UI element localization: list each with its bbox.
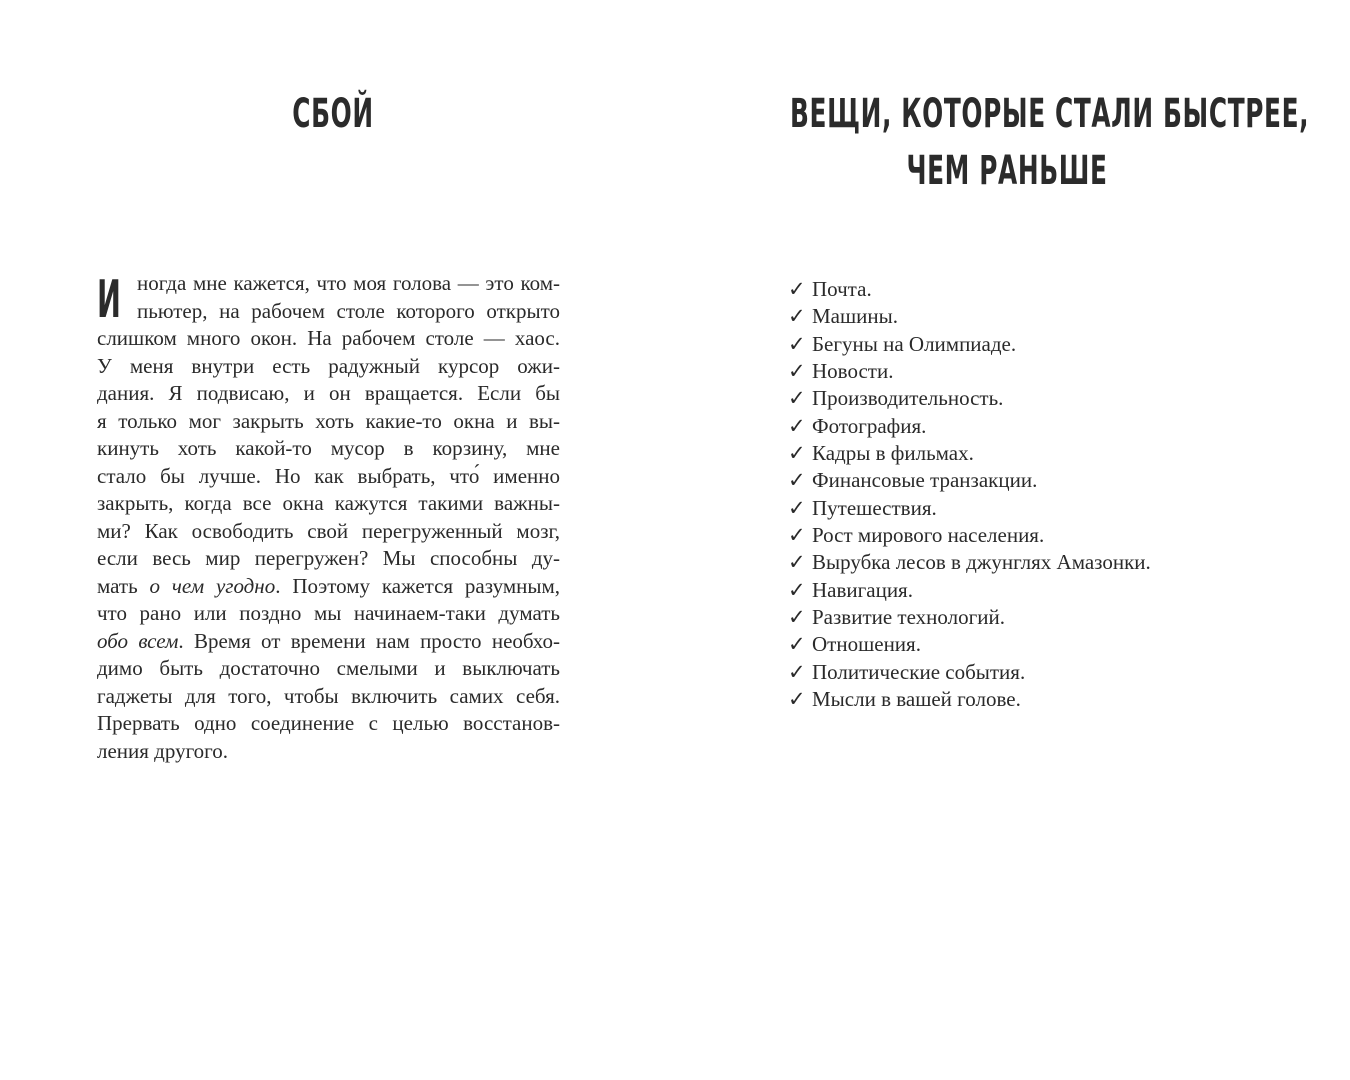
list-item-text: Производительность. — [812, 386, 1004, 411]
checkmark-icon: ✓ — [788, 550, 806, 575]
list-item-text: Путешествия. — [812, 495, 937, 520]
text-line: гаджеты для того, чтобы включить самих себя. — [97, 683, 560, 708]
list-item — [788, 686, 1151, 713]
list-item-text: Рост мирового населения. — [812, 523, 1045, 548]
text-line: ления другого. — [97, 738, 229, 763]
list-item-text: Кадры в фильмах. — [812, 441, 974, 466]
list-item — [788, 495, 1151, 522]
text-line: ногда мне кажется, что моя голова — это ком- — [137, 271, 560, 295]
checkmark-icon: ✓ — [788, 687, 806, 712]
checkmark-icon: ✓ — [788, 304, 806, 329]
checkmark-icon: ✓ — [788, 413, 806, 438]
checkmark-icon: ✓ — [788, 277, 806, 301]
text-line: что рано или поздно мы начинаем-таки думать — [97, 601, 560, 625]
right-title-line-2: ЧЕМ РАНЬШЕ — [906, 148, 1108, 194]
list-item — [788, 549, 1151, 576]
list-item — [788, 522, 1151, 549]
list-item — [788, 577, 1151, 604]
text-line: стало бы лучше. Но как выбрать, что́ именно — [97, 463, 560, 488]
checkmark-icon: ✓ — [788, 441, 806, 466]
checklist — [788, 276, 1151, 714]
list-item-text: Политические события. — [812, 659, 1026, 684]
list-item — [788, 331, 1151, 358]
text-fragment: . Поэтому кажется разумным, — [275, 573, 560, 598]
text-fragment: . Время от времени нам просто необхо- — [178, 628, 560, 653]
right-title-line-1: ВЕЩИ, КОТОРЫЕ СТАЛИ БЫСТРЕЕ, — [790, 91, 1310, 137]
list-item — [788, 631, 1151, 658]
text-line: я только мог закрыть хоть какие-то окна и вы- — [97, 408, 560, 433]
text-line: кинуть хоть какой-то мусор в корзину, мне — [97, 436, 560, 460]
list-item-text: Почта. — [812, 277, 872, 301]
text-line: ми? Как освободить свой перегруженный мозг, — [97, 518, 560, 543]
list-item — [788, 659, 1151, 686]
list-item-text: Мысли в вашей голове. — [812, 687, 1021, 712]
list-item-text: Новости. — [812, 359, 894, 384]
list-item-text: Отношения. — [812, 632, 921, 657]
list-item — [788, 604, 1151, 631]
left-page-title: СБОЙ — [292, 91, 374, 137]
text-fragment: мать — [97, 573, 150, 598]
list-item-text: Вырубка лесов в джунглях Амазонки. — [812, 550, 1151, 575]
checkmark-icon: ✓ — [788, 577, 806, 602]
list-item — [788, 467, 1151, 494]
text-line: димо быть достаточно смелыми и выключать — [97, 656, 560, 680]
list-item — [788, 303, 1151, 330]
checkmark-icon: ✓ — [788, 632, 806, 657]
checkmark-icon: ✓ — [788, 468, 806, 493]
text-line — [97, 573, 560, 601]
list-item — [788, 276, 1151, 303]
checkmark-icon: ✓ — [788, 659, 806, 684]
checkmark-icon: ✓ — [788, 359, 806, 384]
text-line: если весь мир перегружен? Мы способны ду- — [97, 546, 560, 570]
list-item — [788, 385, 1151, 412]
list-item-text: Фотография. — [812, 413, 927, 438]
text-line: У меня внутри есть радужный курсор ожи- — [97, 353, 560, 378]
text-line: слишком много окон. На рабочем столе — хаос. — [97, 326, 560, 350]
list-item — [788, 358, 1151, 385]
checkmark-icon: ✓ — [788, 605, 806, 630]
text-line: Прервать одно соединение с целью восстанов- — [97, 711, 560, 735]
list-item-text: Развитие технологий. — [812, 605, 1005, 630]
checkmark-icon: ✓ — [788, 386, 806, 411]
list-item-text: Навигация. — [812, 577, 913, 602]
text-line: пьютер, на рабочем столе которого открыто — [137, 298, 560, 323]
checkmark-icon: ✓ — [788, 495, 806, 520]
checkmark-icon: ✓ — [788, 331, 806, 356]
left-paragraph — [97, 270, 560, 765]
text-line — [97, 628, 560, 656]
text-line: закрыть, когда все окна кажутся такими важны- — [97, 491, 560, 515]
list-item — [788, 440, 1151, 467]
checkmark-icon: ✓ — [788, 523, 806, 548]
emphasis: о чем угодно — [149, 573, 276, 598]
list-item — [788, 413, 1151, 440]
list-item-text: Машины. — [812, 304, 898, 329]
list-item-text: Финансовые транзакции. — [812, 468, 1038, 493]
list-item-text: Бегуны на Олимпиаде. — [812, 331, 1017, 356]
right-page-title — [790, 86, 1310, 200]
drop-cap: И — [97, 270, 121, 330]
emphasis: обо всем — [97, 628, 179, 653]
text-line: дания. Я подвисаю, и он вращается. Если бы — [97, 381, 560, 405]
